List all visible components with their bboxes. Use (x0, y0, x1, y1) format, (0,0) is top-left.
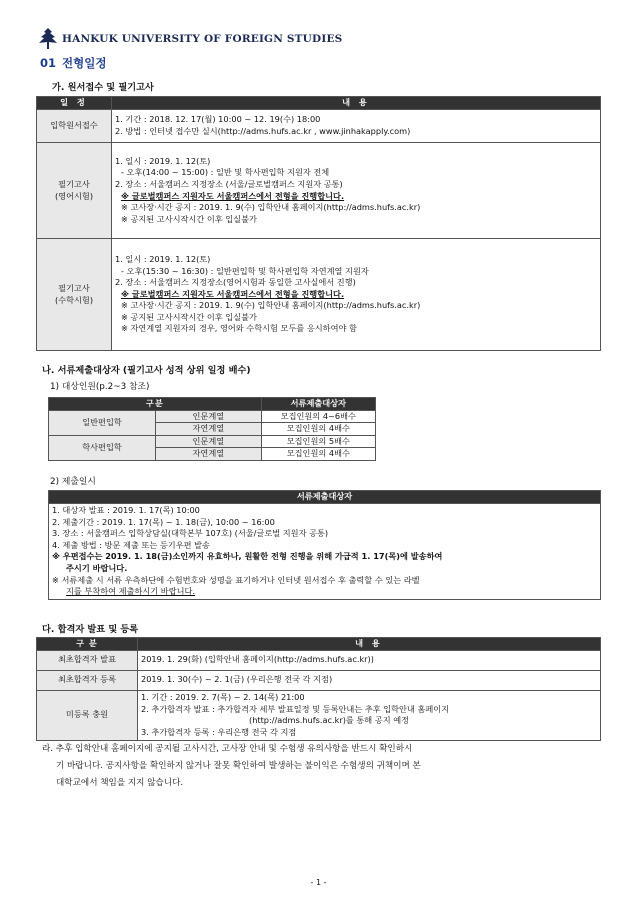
row-label (37, 143, 112, 239)
content-line: ※ 고사장·시간 공지 : 2019. 1. 9(수) 입학안내 홈페이지(http://adms.hufs.ac.kr) (121, 202, 421, 213)
part-b-title: 나. 서류제출대상자 (필기고사 성적 상위 일정 배수) (42, 365, 251, 376)
content-line: ※ 자연계열 지원자의 경우, 영어와 수학시험 모두를 응시하여야 함 (121, 323, 357, 334)
part-b-sub2: 2) 제출일시 (50, 477, 96, 487)
col-category-header: 구분 (49, 398, 262, 411)
page-number: - 1 - (310, 878, 327, 887)
content-line: 1. 일시 : 2019. 1. 12(토) (115, 253, 211, 264)
row-content (138, 670, 601, 690)
part-a-title: 가. 원서접수 및 필기고사 (52, 82, 154, 93)
col-content-header: 내 용 (112, 97, 601, 110)
submission-header: 서류제출대상자 (49, 491, 601, 504)
results-table (36, 637, 601, 741)
part-c-title: 다. 합격자 발표 및 등록 (42, 624, 139, 635)
content-line: 1. 기간 : 2019. 2. 7(목) ~ 2. 14(목) 21:00 (141, 691, 305, 702)
table-row (37, 690, 601, 740)
row-label: 최초합격자 발표 (37, 650, 138, 670)
content-line: 2. 추가합격자 발표 : 추가합격자 세부 발표일정 및 등록안내는 추후 입학안내 홈페이지 (141, 703, 450, 714)
table-row (49, 435, 376, 448)
content-line: 2. 장소 : 서울캠퍼스 지정장소(영어시험과 동일한 고사실에서 진행) (115, 277, 356, 288)
row-content (138, 650, 601, 670)
col-target-header: 서류제출대상자 (261, 398, 375, 411)
note-line: 기 바랍니다. 공지사항을 확인하지 않거나 잘못 확인하여 발생하는 불이익은 수험생의 귀책이며 본 (56, 761, 421, 771)
target-value: 모집인원의 5배수 (261, 435, 375, 448)
table-row (37, 110, 601, 143)
content-line: 2019. 1. 29(화) (입학안내 홈페이지(http://adms.hufs.ac.kr)) (141, 654, 374, 665)
field-label: 자연계열 (156, 448, 262, 461)
content-line: ※ 공지된 고사시작시간 이후 입실불가 (121, 213, 257, 224)
field-label: 인문계열 (156, 410, 262, 423)
content-line: - 오후(15:30 ~ 16:30) : 일반편입학 및 학사편입학 자연계열 지원자 (121, 265, 369, 276)
row-content (112, 143, 601, 239)
table-row (37, 143, 601, 239)
document-target-table (48, 397, 376, 461)
group-label: 일반편입학 (49, 410, 156, 435)
table-row (37, 650, 601, 670)
submission-content (49, 504, 601, 600)
col-schedule-header: 일 정 (37, 97, 112, 110)
row-label-line: 필기고사 (58, 282, 90, 293)
content-line: ※ 글로벌캠퍼스 지원자도 서울캠퍼스에서 전형을 진행합니다. (121, 190, 345, 201)
content-line: 지를 부착하여 제출하시기 바랍니다. (66, 586, 196, 597)
table-row (49, 410, 376, 423)
row-label-line: 필기고사 (58, 178, 90, 189)
content-line: 2. 장소 : 서울캠퍼스 지정장소 (서울/글로벌캠퍼스 지원자 공통) (115, 178, 343, 189)
content-line: (http://adms.hufs.ac.kr)를 통해 공지 예정 (249, 715, 410, 726)
table-row (37, 239, 601, 351)
part-d-note (42, 741, 602, 792)
col-content-header: 내 용 (138, 638, 601, 651)
content-line: 3. 추가합격자 등록 : 우리은행 전국 각 지점 (141, 726, 297, 737)
content-line: 4. 제출 방법 : 방문 제출 또는 등기우편 발송 (52, 539, 210, 550)
content-line: ※ 우편접수는 2019. 1. 18(금)소인까지 유효하나, 원활한 전형 진행을 위해 가급적 1. 17(목)에 발송하여 (52, 551, 443, 562)
group-label: 학사편입학 (49, 435, 156, 460)
application-schedule-table (36, 96, 601, 351)
section-title (40, 55, 106, 71)
university-logo-icon (38, 27, 58, 51)
content-line: 2. 제출기간 : 2019. 1. 17(목) ~ 1. 18(금), 10:00 ~ 16:00 (52, 516, 275, 527)
content-line: 3. 장소 : 서울캠퍼스 입학상담실(대학본부 107호) (서울/글로벌 지원자 공통) (52, 528, 329, 539)
row-label-line: (수학시험) (54, 294, 94, 305)
note-line: 대학교에서 책임을 지지 않습니다. (56, 778, 184, 788)
row-content (112, 239, 601, 351)
note-line: 라. 추후 입학안내 홈페이지에 공지될 고사시간, 고사장 안내 및 수험생 유의사항을 반드시 확인하시 (42, 744, 413, 754)
part-b-sub1: 1) 대상인원(p.2~3 참조) (50, 382, 150, 392)
row-label (37, 239, 112, 351)
content-line: ※ 서류제출 시 서류 우측하단에 수험번호와 성명을 표기하거나 인터넷 원서접수 후 출력할 수 있는 라벨 (52, 574, 420, 585)
content-line: ※ 글로벌캠퍼스 지원자도 서울캠퍼스에서 전형을 진행합니다. (121, 288, 345, 299)
content-line: 2019. 1. 30(수) ~ 2. 1(금) (우리은행 전국 각 지점) (141, 674, 333, 685)
section-number: 01 (40, 56, 57, 70)
target-value: 모집인원의 4배수 (261, 423, 375, 436)
row-label: 최초합격자 등록 (37, 670, 138, 690)
section-title-text: 전형일정 (62, 56, 107, 70)
target-value: 모집인원의 4~6배수 (261, 410, 375, 423)
content-line: 주시기 바랍니다. (66, 562, 128, 573)
row-content (112, 110, 601, 143)
row-label-line: (영어시험) (54, 190, 94, 201)
field-label: 자연계열 (156, 423, 262, 436)
content-line: ※ 공지된 고사시작시간 이후 입실불가 (121, 311, 257, 322)
target-value: 모집인원의 4배수 (261, 448, 375, 461)
content-line: ※ 고사장·시간 공지 : 2019. 1. 9(수) 입학안내 홈페이지(http://adms.hufs.ac.kr) (121, 300, 421, 311)
content-line: 2. 방법 : 인터넷 접수만 실시(http://adms.hufs.ac.kr , www.jinhakapply.com) (115, 126, 411, 136)
table-row (37, 670, 601, 690)
content-line: 1. 일시 : 2019. 1. 12(토) (115, 155, 211, 166)
content-line: 1. 기간 : 2018. 12. 17(월) 10:00 ~ 12. 19(수) 18:00 (115, 114, 321, 125)
submission-table (48, 490, 601, 600)
row-content (138, 690, 601, 740)
field-label: 인문계열 (156, 435, 262, 448)
row-label: 입학원서접수 (37, 110, 112, 143)
university-header (38, 27, 342, 51)
content-line: - 오후(14:00 ~ 15:00) : 일반 및 학사편입학 지원자 전체 (121, 167, 330, 178)
table-row (49, 504, 601, 600)
row-label: 미등록 충원 (37, 690, 138, 740)
content-line: 1. 대상자 발표 : 2019. 1. 17(목) 10:00 (52, 505, 200, 515)
university-name: HANKUK UNIVERSITY OF FOREIGN STUDIES (62, 33, 343, 45)
col-category-header: 구 분 (37, 638, 138, 651)
